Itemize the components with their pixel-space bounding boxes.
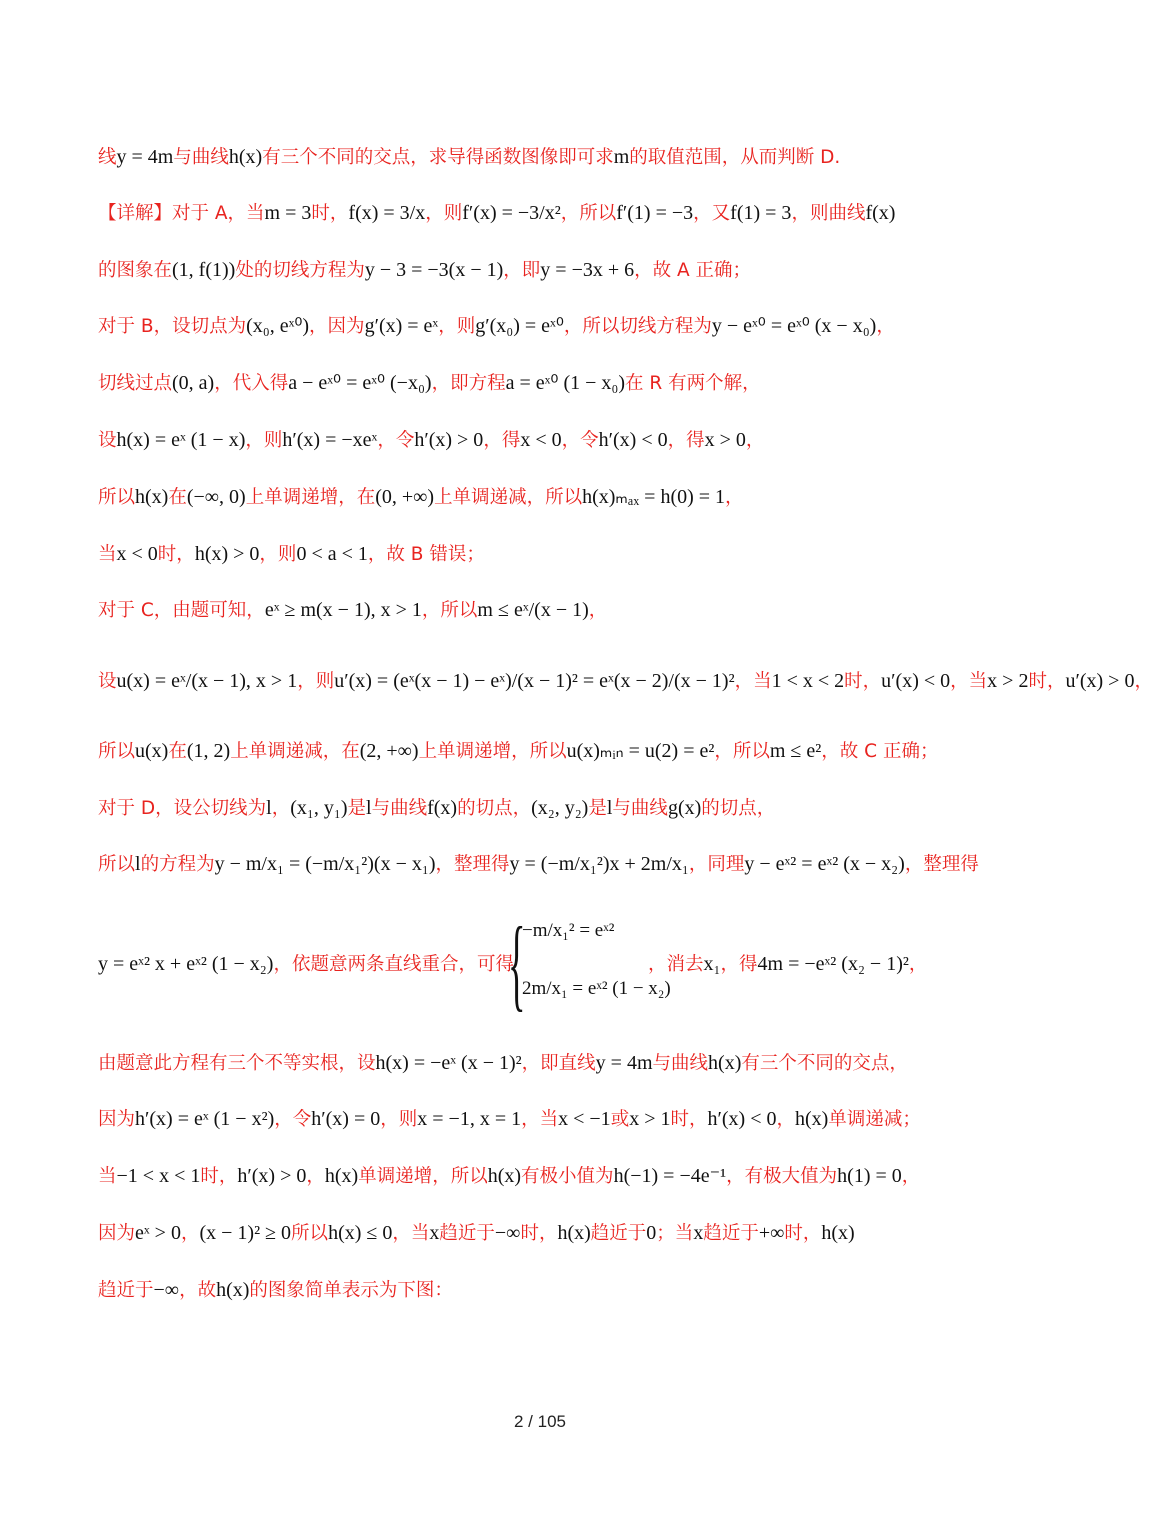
- text-segment: 趋近于: [439, 1223, 495, 1244]
- math-expression: (x₀, eˣ⁰): [246, 315, 310, 337]
- math-expression: h(x): [795, 1108, 829, 1130]
- math-expression: f(x): [865, 202, 896, 224]
- math-expression: +∞: [758, 1222, 785, 1244]
- math-expression: 4m = −eˣ² (x₂ − 1)²: [757, 953, 909, 975]
- text-line: [98, 1163, 928, 1190]
- text-segment: ，当: [392, 1223, 430, 1244]
- text-segment: ，则: [425, 203, 463, 224]
- text-segment: 对于 B，设切点为: [98, 316, 247, 337]
- math-expression: l: [135, 853, 141, 875]
- text-segment: ，即方程: [431, 373, 506, 394]
- text-segment: 与曲线: [173, 147, 229, 168]
- text-segment: 趋近于: [703, 1223, 759, 1244]
- equation-system: [508, 906, 671, 1021]
- math-expression: h′(x) > 0: [237, 1165, 307, 1187]
- math-expression: u(x): [135, 740, 169, 762]
- text-segment: 是: [588, 798, 607, 819]
- text-segment: ，整理得: [904, 854, 979, 875]
- text-line: [98, 1277, 928, 1304]
- math-expression: eˣ ≥ m(x − 1), x > 1: [264, 599, 422, 621]
- text-segment: ，当: [734, 671, 772, 692]
- text-segment: ，同理: [688, 854, 745, 875]
- text-segment: 设: [98, 430, 117, 451]
- text-segment: ，则: [297, 671, 335, 692]
- math-expression: x > 0: [704, 429, 746, 451]
- math-expression: y = 4m: [595, 1052, 653, 1074]
- text-segment: 是: [347, 798, 366, 819]
- text-segment: 的图象在: [98, 260, 173, 281]
- text-segment: ，令: [377, 430, 415, 451]
- text-line: [98, 1106, 928, 1133]
- text-segment: 所以: [98, 487, 136, 508]
- math-expression: h′(x) < 0: [707, 1108, 777, 1130]
- text-segment: ，故: [179, 1280, 217, 1301]
- text-segment: 对于 C，由题可知，: [98, 600, 265, 621]
- text-segment: ，: [180, 1223, 200, 1244]
- text-segment: 处的切线方程为: [235, 260, 365, 281]
- text-segment: ，所以: [421, 600, 478, 621]
- text-segment: ，令: [561, 430, 599, 451]
- text-line: [98, 427, 928, 454]
- text-segment: ，则: [380, 1109, 418, 1130]
- math-expression: a − eˣ⁰ = eˣ⁰ (−x₀): [288, 372, 432, 394]
- text-segment: ，当: [950, 671, 988, 692]
- left-brace: {: [508, 906, 526, 1021]
- text-segment: ，有极大值为: [726, 1166, 838, 1187]
- text-segment: ，: [745, 430, 765, 451]
- math-expression: (x₂, y₂): [531, 797, 589, 819]
- math-expression: (x₁, y₁): [290, 797, 348, 819]
- text-segment: 所以: [291, 1223, 329, 1244]
- text-line: [98, 851, 979, 878]
- math-expression: m ≤ e²: [769, 740, 822, 762]
- math-expression: f′(x) = −3/x²: [462, 202, 561, 224]
- math-expression: u′(x) < 0: [881, 670, 951, 692]
- text-segment: 的方程为: [140, 854, 215, 875]
- text-segment: 的切点，: [701, 798, 776, 819]
- text-segment: ，整理得: [435, 854, 510, 875]
- math-expression: h(x): [487, 1165, 522, 1187]
- text-segment: 当: [98, 1166, 117, 1187]
- text-segment: 的图象简单表示为下图：: [249, 1280, 453, 1301]
- text-segment: 时，: [844, 671, 882, 692]
- text-line: [98, 257, 928, 284]
- math-expression: h(x): [821, 1222, 855, 1244]
- text-segment: 所以: [98, 741, 136, 762]
- text-segment: ，得: [667, 430, 705, 451]
- math-expression: h(x): [228, 146, 263, 168]
- text-segment: ，所以: [714, 741, 770, 762]
- text-segment: 的取值范围，从而判断 D.: [629, 147, 841, 168]
- text-segment: 时，: [1028, 671, 1066, 692]
- text-line: [98, 738, 939, 765]
- text-segment: ，所以: [560, 203, 617, 224]
- text-segment: 在: [168, 487, 187, 508]
- text-segment: 单调递减；: [828, 1109, 921, 1130]
- math-expression: y − eˣ² = eˣ² (x − x₂): [744, 853, 905, 875]
- math-expression: m: [613, 146, 630, 168]
- math-expression: h(x): [324, 1165, 359, 1187]
- text-segment: ，消去: [648, 954, 704, 975]
- math-expression: l: [366, 797, 372, 819]
- math-expression: m ≤ eˣ/(x − 1): [477, 599, 589, 621]
- text-segment: ，得: [720, 954, 758, 975]
- text-segment: ，: [588, 600, 608, 621]
- text-segment: 趋近于: [98, 1280, 154, 1301]
- text-segment: ，所以切线方程为: [563, 316, 712, 337]
- text-segment: 所以: [98, 854, 136, 875]
- math-expression: (x − 1)² ≥ 0: [199, 1222, 292, 1244]
- math-expression: h(x) = −eˣ (x − 1)²: [375, 1052, 522, 1074]
- text-segment: 【详解】对于 A，当: [98, 203, 265, 224]
- text-segment: 在 R 有两个解，: [625, 373, 761, 394]
- text-segment: 在: [168, 741, 187, 762]
- text-segment: 由题意此方程有三个不等实根，设: [98, 1053, 376, 1074]
- text-segment: ；当: [656, 1223, 694, 1244]
- text-segment: 有三个不同的交点，求导得函数图像即可求: [262, 147, 614, 168]
- text-line: [98, 795, 928, 822]
- text-segment: 上单调递增，在: [245, 487, 376, 508]
- math-expression: y = (−m/x₁²)x + 2m/x₁: [509, 853, 689, 875]
- text-segment: ，: [271, 798, 291, 819]
- math-expression: u′(x) = (eˣ(x − 1) − eˣ)/(x − 1)² = eˣ(x − 2)/(x − 1)²: [334, 670, 735, 692]
- text-segment: 时，: [311, 203, 349, 224]
- text-segment: 时，: [670, 1109, 708, 1130]
- math-expression: h(x): [135, 486, 169, 508]
- text-segment: 的切点，: [457, 798, 532, 819]
- math-expression: −∞: [494, 1222, 521, 1244]
- math-expression: h′(x) = −xeˣ: [282, 429, 378, 451]
- text-segment: 对于 D，设公切线为: [98, 798, 267, 819]
- text-segment: 当: [98, 544, 117, 565]
- text-segment: ，当: [521, 1109, 559, 1130]
- text-segment: 时，: [520, 1223, 558, 1244]
- text-segment: 线: [98, 147, 117, 168]
- text-segment: 与曲线: [612, 798, 668, 819]
- text-segment: ，: [776, 1109, 795, 1130]
- math-expression: x: [429, 1222, 440, 1244]
- math-expression: g′(x) = eˣ: [364, 315, 439, 337]
- math-expression: (−∞, 0): [186, 486, 246, 508]
- text-segment: ，: [725, 487, 744, 508]
- text-segment: 与曲线: [652, 1053, 709, 1074]
- math-expression: −1 < x < 1: [116, 1165, 201, 1187]
- math-expression: u(x) = eˣ/(x − 1), x > 1: [116, 670, 298, 692]
- text-segment: ，令: [274, 1109, 312, 1130]
- system-row-2: 2m/x₁ = eˣ² (1 − x₂): [522, 978, 671, 999]
- math-expression: (0, a): [172, 372, 215, 394]
- text-segment: 时，: [200, 1166, 238, 1187]
- math-expression: h′(x) > 0: [414, 429, 484, 451]
- math-expression: m = 3: [264, 202, 312, 224]
- text-segment: ，则: [438, 316, 476, 337]
- math-expression: h(x): [557, 1222, 591, 1244]
- math-expression: f(x) = 3/x: [348, 202, 426, 224]
- math-expression: h(x): [708, 1052, 742, 1074]
- page-number: 2 / 105: [514, 1412, 566, 1431]
- math-expression: h(x) = eˣ (1 − x): [116, 429, 246, 451]
- math-expression: (2, +∞): [359, 740, 419, 762]
- text-segment: ，: [901, 1166, 921, 1187]
- text-segment: ，: [1134, 671, 1153, 692]
- text-segment: 切线过点: [98, 373, 173, 394]
- text-segment: 或: [610, 1109, 630, 1130]
- math-expression: h(1) = 0: [837, 1165, 902, 1187]
- text-line: [98, 1220, 928, 1247]
- text-line: [98, 144, 928, 171]
- text-segment: ，故 A 正确；: [634, 260, 752, 281]
- text-line: [98, 597, 928, 624]
- math-expression: u′(x) > 0: [1065, 670, 1135, 692]
- text-segment: ，故 C 正确；: [821, 741, 939, 762]
- text-segment: ，得: [483, 430, 521, 451]
- math-expression: (1, 2): [186, 740, 231, 762]
- text-segment: 因为: [98, 1109, 136, 1130]
- text-line: [98, 313, 928, 340]
- math-expression: x > 1: [629, 1108, 671, 1130]
- text-segment: ，: [876, 316, 895, 337]
- text-segment: ，代入得: [214, 373, 289, 394]
- math-expression: x < 0: [520, 429, 562, 451]
- text-line: [98, 668, 1153, 695]
- math-expression: h(−1) = −4e⁻¹: [613, 1165, 727, 1187]
- text-segment: 有三个不同的交点，: [741, 1053, 908, 1074]
- math-expression: f(x): [427, 797, 458, 819]
- math-expression: y = eˣ² x + eˣ² (1 − x₂): [98, 953, 274, 975]
- text-segment: 有极小值为: [521, 1166, 614, 1187]
- math-expression: a = eˣ⁰ (1 − x₀): [505, 372, 626, 394]
- math-expression: x > 2: [987, 670, 1029, 692]
- text-segment: ，则曲线: [791, 203, 866, 224]
- math-expression: l: [266, 797, 272, 819]
- text-line: [98, 484, 928, 511]
- text-segment: 与曲线: [371, 798, 428, 819]
- math-expression: h(x): [216, 1279, 250, 1301]
- math-expression: x = −1, x = 1: [417, 1108, 522, 1130]
- math-expression: (1, f(1)): [172, 259, 236, 281]
- math-expression: f′(1) = −3: [616, 202, 694, 224]
- text-segment: 上单调递减，在: [230, 741, 360, 762]
- math-expression: y − 3 = −3(x − 1): [364, 259, 504, 281]
- math-expression: 0 < a < 1: [296, 543, 368, 565]
- math-expression: y − m/x₁ = (−m/x₁²)(x − x₁): [214, 853, 436, 875]
- text-segment: ，即: [503, 260, 541, 281]
- math-expression: h′(x) = 0: [311, 1108, 381, 1130]
- text-segment: ，则: [259, 544, 297, 565]
- math-expression: l: [606, 797, 613, 819]
- text-segment: ，则: [245, 430, 283, 451]
- text-line: [98, 370, 928, 397]
- text-line: [648, 951, 928, 978]
- math-expression: h(x)ₘₐₓ = h(0) = 1: [582, 486, 726, 508]
- math-expression: g(x): [667, 797, 702, 819]
- math-expression: h(x) ≤ 0: [328, 1222, 393, 1244]
- math-expression: x < 0: [116, 543, 158, 565]
- math-expression: x < −1: [558, 1108, 611, 1130]
- text-segment: 时，: [157, 544, 195, 565]
- math-expression: 1 < x < 2: [771, 670, 845, 692]
- text-segment: 设: [98, 671, 117, 692]
- text-segment: 上单调递增，所以: [418, 741, 567, 762]
- math-expression: f(1) = 3: [730, 202, 792, 224]
- math-expression: y = −3x + 6: [540, 259, 635, 281]
- math-expression: h′(x) = eˣ (1 − x²): [135, 1108, 275, 1130]
- text-segment: 因为: [98, 1223, 136, 1244]
- text-segment: 时，: [784, 1223, 822, 1244]
- math-expression: u(x)ₘᵢₙ = u(2) = e²: [566, 740, 715, 762]
- math-expression: −∞: [153, 1279, 180, 1301]
- text-segment: 单调递增，所以: [358, 1166, 488, 1187]
- text-line: [98, 541, 928, 568]
- math-expression: h(x) > 0: [194, 543, 260, 565]
- text-segment: ，因为: [309, 316, 365, 337]
- text-segment: ，故 B 错误；: [367, 544, 485, 565]
- math-expression: eˣ > 0: [135, 1222, 181, 1244]
- text-segment: ，: [908, 954, 928, 975]
- math-expression: h′(x) < 0: [598, 429, 668, 451]
- math-expression: x: [693, 1222, 704, 1244]
- math-expression: 0: [646, 1222, 657, 1244]
- math-expression: y = 4m: [116, 146, 174, 168]
- text-line: [98, 200, 928, 227]
- text-segment: ，: [306, 1166, 325, 1187]
- text-segment: ，又: [693, 203, 731, 224]
- text-line: [98, 1050, 928, 1077]
- math-expression: x₁: [703, 953, 721, 975]
- math-expression: g′(x₀) = eˣ⁰: [475, 315, 564, 337]
- text-segment: ，依题意两条直线重合，可得: [273, 954, 514, 975]
- math-expression: y − eˣ⁰ = eˣ⁰ (x − x₀): [711, 315, 877, 337]
- system-row-1: −m/x₁² = eˣ²: [522, 920, 615, 941]
- text-segment: 上单调递减，所以: [434, 487, 583, 508]
- math-expression: (0, +∞): [375, 486, 435, 508]
- text-segment: ，即直线: [521, 1053, 596, 1074]
- text-segment: 趋近于: [590, 1223, 647, 1244]
